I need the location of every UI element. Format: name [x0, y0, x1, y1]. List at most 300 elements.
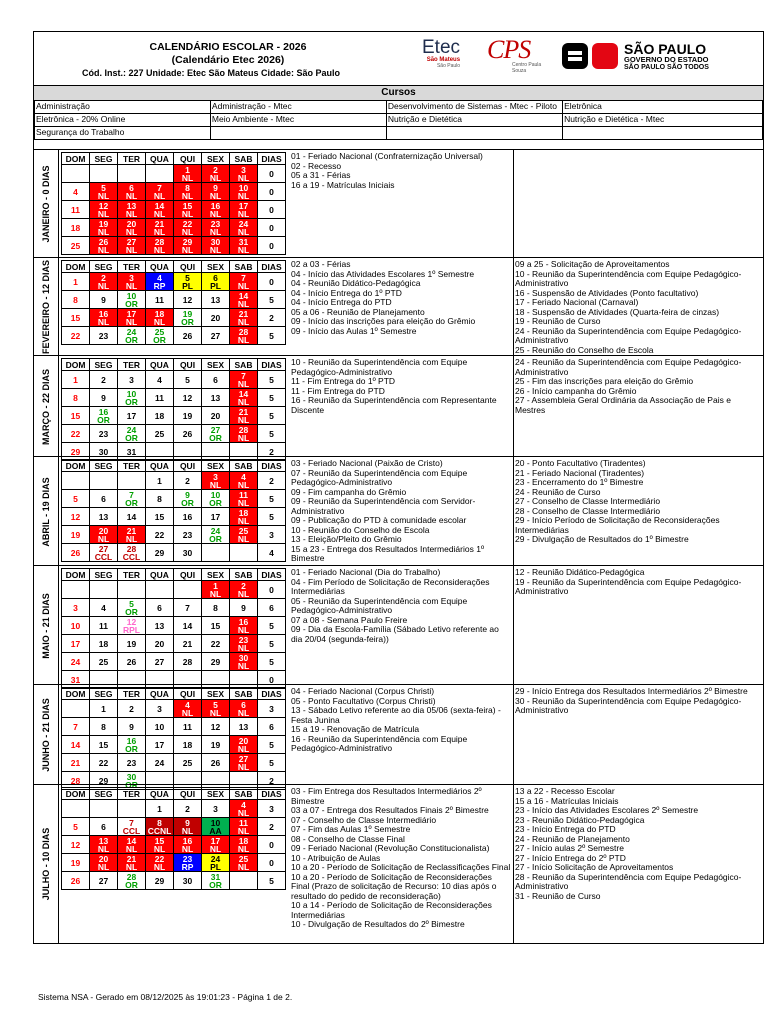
day-number: 19: [98, 218, 109, 229]
day-number: 25: [182, 757, 193, 768]
day-cell: [202, 273, 230, 291]
days-count-value: 5: [269, 620, 274, 631]
day-number: 1: [73, 276, 78, 287]
day-number: 6: [101, 821, 106, 832]
days-count-value: 5: [269, 511, 274, 522]
day-code: NL: [237, 624, 250, 635]
day-number: 27: [98, 543, 109, 554]
week-row: [62, 371, 286, 389]
weekday-header: QUI: [174, 261, 202, 273]
day-code: NL: [209, 190, 222, 201]
day-number: 8: [157, 493, 162, 504]
weekday-header: SEG: [90, 460, 118, 472]
day-number: 18: [238, 835, 249, 846]
day-cell: [90, 219, 118, 237]
day-code: PL: [210, 861, 221, 872]
day-code: NL: [97, 861, 110, 872]
day-number: 16: [98, 406, 109, 417]
day-number: 18: [154, 410, 165, 421]
week-row: [62, 183, 286, 201]
day-cell: [90, 508, 118, 526]
cursos-header: Cursos: [34, 85, 763, 101]
day-number: 15: [154, 835, 165, 846]
month-calendar: [61, 787, 286, 890]
day-code: NL: [237, 396, 250, 407]
month-label: [34, 685, 59, 785]
day-number: 24: [70, 656, 81, 667]
day-number: 17: [154, 739, 165, 750]
day-number: 16: [126, 735, 137, 746]
day-cell: [118, 219, 146, 237]
day-number: 17: [70, 638, 81, 649]
event-item: 04 - Início Entrega do 1º PTD: [291, 287, 402, 298]
month-calendar: [61, 459, 286, 562]
cursos-row: [35, 127, 763, 140]
day-number: 1: [101, 703, 106, 714]
day-cell: [174, 389, 202, 407]
weekday-header: DOM: [62, 261, 90, 273]
day-cell: [90, 599, 118, 617]
days-count-value: 0: [269, 857, 274, 868]
curso-cell: Eletrônica: [563, 101, 763, 114]
day-cell: [202, 581, 230, 599]
day-cell: [146, 544, 174, 562]
event-item: 26 - Início campanha do Grêmio: [515, 385, 637, 396]
days-count-value: 0: [269, 839, 274, 850]
day-code: OR: [181, 316, 194, 327]
day-cell: [202, 544, 230, 562]
day-number: 30: [182, 875, 193, 886]
weekday-header: DIAS: [258, 569, 286, 581]
day-number: 5: [101, 182, 106, 193]
weekday-header: DOM: [62, 460, 90, 472]
day-cell: [202, 718, 230, 736]
day-number: 2: [129, 703, 134, 714]
day-number: 2: [241, 580, 246, 591]
weekday-header: DIAS: [258, 261, 286, 273]
day-cell: [230, 818, 258, 836]
day-cell: [174, 754, 202, 772]
month-calendar: [61, 358, 286, 461]
week-row: [62, 854, 286, 872]
day-code: NL: [209, 244, 222, 255]
day-cell: [118, 736, 146, 754]
event-item: 09 a 25 - Solicitação de Aproveitamentos: [515, 259, 670, 269]
day-cell: [202, 508, 230, 526]
month-calendar: [61, 260, 286, 345]
day-number: 22: [210, 638, 221, 649]
weekday-header: TER: [118, 688, 146, 700]
day-cell: [146, 389, 174, 407]
day-cell: [174, 581, 202, 599]
day-number: 4: [157, 272, 162, 283]
day-cell: [146, 291, 174, 309]
event-item: 24 - Reunião de Curso: [515, 486, 601, 497]
day-code: NL: [237, 190, 250, 201]
day-number: 14: [70, 739, 81, 750]
day-code: NL: [181, 843, 194, 854]
day-number: 23: [210, 218, 221, 229]
days-count-value: 6: [269, 721, 274, 732]
day-number: 27: [126, 236, 137, 247]
sp-mark-icon: [562, 41, 622, 71]
day-code: NL: [181, 707, 194, 718]
day-number: 29: [154, 547, 165, 558]
day-number: 30: [210, 236, 221, 247]
week-row: [62, 389, 286, 407]
day-number: 28: [238, 424, 249, 435]
day-number: 3: [213, 471, 218, 482]
day-code: OR: [125, 497, 138, 508]
calendar-frame: [33, 31, 764, 944]
day-number: 25: [154, 428, 165, 439]
day-number: 1: [73, 374, 78, 385]
day-number: 19: [126, 638, 137, 649]
weekday-header: SAB: [230, 788, 258, 800]
events-divider: [513, 785, 514, 943]
event-item: 09 - Feriado Nacional (Revolução Constitucionalista): [291, 843, 490, 853]
weekday-header: DOM: [62, 359, 90, 371]
week-row: [62, 273, 286, 291]
event-item: 05 - Ponto Facultativo (Corpus Christi): [291, 695, 436, 706]
day-cell: [202, 371, 230, 389]
event-item: 07 a 08 - Semana Paulo Freire: [291, 614, 408, 625]
weekday-header: QUA: [146, 569, 174, 581]
day-code: NL: [237, 226, 250, 237]
day-code: NL: [237, 298, 250, 309]
day-number: 8: [157, 817, 162, 828]
day-number: 16: [210, 200, 221, 211]
day-cell: [174, 201, 202, 219]
day-number: 14: [238, 388, 249, 399]
day-cell: [174, 273, 202, 291]
week-row: [62, 165, 286, 183]
day-cell: [174, 617, 202, 635]
weekday-header: QUA: [146, 153, 174, 165]
week-days-count: [258, 544, 286, 562]
day-number: 24: [154, 757, 165, 768]
events-column-1: [291, 459, 512, 564]
day-cell: [90, 872, 118, 890]
events-column-1: [291, 358, 512, 415]
weekday-header: SEG: [90, 569, 118, 581]
page-title: CALENDÁRIO ESCOLAR - 2026: [149, 41, 307, 53]
day-cell: [230, 581, 258, 599]
day-number: 11: [183, 721, 192, 732]
week-days-count: [258, 201, 286, 219]
day-number: 30: [126, 771, 137, 782]
day-code: NL: [237, 414, 250, 425]
day-code: NL: [237, 479, 250, 490]
day-number: 11: [155, 294, 164, 305]
event-item: 15 a 19 - Renovação de Matrícula: [291, 724, 420, 734]
event-item: 11 - Fim Entrega do PTD: [291, 385, 385, 396]
event-item: 02 a 03 - Férias: [291, 259, 351, 269]
day-cell: [174, 237, 202, 255]
day-number: 15: [70, 312, 81, 323]
days-count-value: 5: [269, 493, 274, 504]
event-item: 29 - Início Entrega dos Resultados Intermediários 2º Bimestre: [515, 686, 748, 696]
day-cell: [90, 407, 118, 425]
event-item: 15 a 16 - Matrículas Iniciais: [515, 795, 619, 806]
day-number: 4: [241, 799, 246, 810]
day-cell: [118, 273, 146, 291]
day-number: 13: [238, 721, 249, 732]
day-number: 18: [182, 739, 193, 750]
days-count-value: 5: [269, 330, 274, 341]
weekday-header: SAB: [230, 153, 258, 165]
day-code: OR: [125, 743, 138, 754]
days-count-value: 0: [269, 168, 274, 179]
day-cell: [90, 309, 118, 327]
day-cell: [62, 309, 90, 327]
day-code: NL: [181, 226, 194, 237]
day-number: 10: [126, 388, 137, 399]
week-days-count: [258, 309, 286, 327]
day-cell: [202, 635, 230, 653]
day-number: 29: [154, 875, 165, 886]
day-number: 15: [182, 200, 193, 211]
day-code: OR: [153, 334, 166, 345]
day-cell: [230, 718, 258, 736]
day-number: 21: [182, 638, 193, 649]
month-block: [34, 784, 763, 943]
event-item: 01 - Feriado Nacional (Dia do Trabalho): [291, 567, 441, 577]
day-cell: [90, 854, 118, 872]
week-days-count: [258, 700, 286, 718]
event-item: 04 - Início das Atividades Escolares 1º Semestre: [291, 268, 475, 279]
event-item: 31 - Reunião de Curso: [515, 890, 601, 901]
day-number: 5: [185, 272, 190, 283]
day-number: 13: [210, 392, 221, 403]
week-days-count: [258, 526, 286, 544]
day-number: 22: [154, 529, 165, 540]
day-cell: [174, 800, 202, 818]
day-code: RP: [181, 861, 194, 872]
day-cell: [202, 854, 230, 872]
day-cell: [118, 635, 146, 653]
day-number: 23: [98, 428, 109, 439]
weekday-header: DOM: [62, 788, 90, 800]
weekday-header: TER: [118, 460, 146, 472]
day-cell: [230, 800, 258, 818]
day-cell: [174, 490, 202, 508]
events-column-2: [515, 260, 761, 355]
day-code: NL: [97, 208, 110, 219]
days-count-value: 5: [269, 428, 274, 439]
event-item: 05 a 31 - Férias: [291, 170, 351, 180]
event-item: 28 - Conselho de Classe Intermediário: [515, 505, 661, 516]
week-row: [62, 508, 286, 526]
day-number: 28: [126, 871, 137, 882]
day-number: 7: [73, 721, 78, 732]
day-number: 7: [241, 272, 246, 283]
day-number: 21: [238, 308, 249, 319]
day-cell: [118, 544, 146, 562]
day-cell: [118, 700, 146, 718]
day-cell: [230, 309, 258, 327]
day-cell: [118, 836, 146, 854]
month-calendar: [61, 152, 286, 255]
day-cell: [174, 700, 202, 718]
day-number: 9: [129, 721, 134, 732]
day-number: 25: [98, 656, 109, 667]
day-number: 26: [70, 547, 81, 558]
week-row: [62, 219, 286, 237]
weekday-header: SAB: [230, 460, 258, 472]
day-code: NL: [209, 588, 222, 599]
day-cell: [202, 327, 230, 345]
day-number: 7: [129, 817, 134, 828]
curso-cell: Nutrição e Dietética - Mtec: [563, 114, 763, 127]
events-column-1: [291, 687, 512, 754]
event-item: 09 - Fim campanha do Grêmio: [291, 486, 407, 497]
day-number: 22: [70, 330, 81, 341]
day-number: 19: [70, 529, 81, 540]
day-cell: [62, 183, 90, 201]
day-cell: [146, 201, 174, 219]
day-number: 8: [213, 602, 218, 613]
month-block: [34, 149, 763, 258]
day-code: NL: [237, 642, 250, 653]
event-item: 07 - Fim das Aulas 1º Semestre: [291, 824, 411, 834]
day-cell: [174, 836, 202, 854]
week-row: [62, 309, 286, 327]
day-number: 6: [157, 602, 162, 613]
day-cell: [174, 219, 202, 237]
day-number: 29: [98, 775, 109, 786]
week-row: [62, 653, 286, 671]
day-number: 18: [70, 222, 81, 233]
weekday-header: SAB: [230, 569, 258, 581]
week-days-count: [258, 219, 286, 237]
week-days-count: [258, 800, 286, 818]
day-cell: [146, 237, 174, 255]
month-label: [34, 785, 59, 943]
event-item: 27 - Início Solicitação de Aproveitamentos: [515, 862, 674, 872]
day-cell: [202, 653, 230, 671]
events-column-2: [515, 568, 761, 597]
day-number: 13: [126, 200, 137, 211]
event-item: 17 - Feriado Nacional (Carnaval): [515, 297, 639, 307]
day-cell: [174, 653, 202, 671]
day-code: NL: [237, 432, 250, 443]
weekday-header: QUI: [174, 788, 202, 800]
day-cell: [62, 836, 90, 854]
day-number: 4: [157, 374, 162, 385]
event-item: 28 - Reunião da Superintendência com Equipe Pedagógico-Administrativo: [515, 871, 742, 891]
days-count-value: 0: [269, 674, 274, 685]
day-cell: [174, 472, 202, 490]
day-number: 6: [129, 182, 134, 193]
event-item: 15 a 23 - Entrega dos Resultados Intermediários 1º Bimestre: [291, 543, 485, 563]
day-code: NL: [209, 208, 222, 219]
weekday-header: SAB: [230, 359, 258, 371]
day-code: NL: [181, 208, 194, 219]
weekday-header: DOM: [62, 688, 90, 700]
day-code: OR: [209, 879, 222, 890]
week-row: [62, 736, 286, 754]
day-code: NL: [181, 825, 194, 836]
day-number: 1: [157, 475, 162, 486]
events-column-1: [291, 152, 512, 190]
days-count-value: 5: [269, 294, 274, 305]
day-cell: [174, 291, 202, 309]
day-code: OR: [125, 298, 138, 309]
event-item: 10 - Reunião do Conselho de Escola: [291, 524, 430, 535]
day-number: 5: [185, 374, 190, 385]
day-code: NL: [209, 843, 222, 854]
day-code: PL: [182, 280, 193, 291]
day-cell: [90, 617, 118, 635]
day-cell: [146, 854, 174, 872]
month-label: [34, 566, 59, 685]
day-cell: [62, 201, 90, 219]
day-code: NL: [153, 208, 166, 219]
day-cell: [230, 653, 258, 671]
day-cell: [230, 544, 258, 562]
day-number: 2: [101, 272, 106, 283]
day-number: 22: [182, 218, 193, 229]
weekday-header: DIAS: [258, 359, 286, 371]
event-item: 02 - Recesso: [291, 160, 342, 171]
event-item: 04 - Início Entrega do PTD: [291, 297, 392, 307]
curso-cell: Nutrição e Dietética: [386, 114, 562, 127]
day-cell: [146, 653, 174, 671]
day-number: 26: [126, 656, 137, 667]
day-number: 17: [210, 835, 221, 846]
day-cell: [146, 508, 174, 526]
day-number: 29: [182, 236, 193, 247]
day-number: 9: [185, 489, 190, 500]
day-cell: [202, 599, 230, 617]
day-code: NL: [209, 479, 222, 490]
events-column-2: [515, 459, 761, 545]
day-code: NL: [125, 244, 138, 255]
week-days-count: [258, 872, 286, 890]
day-cell: [118, 754, 146, 772]
curso-cell: [210, 127, 386, 140]
day-number: 8: [73, 294, 78, 305]
day-code: NL: [97, 280, 110, 291]
week-days-count: [258, 425, 286, 443]
days-count-value: 2: [269, 446, 274, 457]
week-days-count: [258, 836, 286, 854]
events-divider: [513, 356, 514, 457]
weekday-header: DOM: [62, 153, 90, 165]
day-cell: [118, 872, 146, 890]
weekday-header: TER: [118, 569, 146, 581]
day-cell: [230, 617, 258, 635]
day-number: 9: [213, 182, 218, 193]
day-code: OR: [209, 497, 222, 508]
week-row: [62, 544, 286, 562]
week-days-count: [258, 599, 286, 617]
days-count-value: 5: [269, 875, 274, 886]
day-cell: [202, 201, 230, 219]
event-item: 13 a 22 - Recesso Escolar: [515, 786, 615, 796]
weekday-header: QUA: [146, 261, 174, 273]
day-number: 30: [182, 547, 193, 558]
day-cell: [118, 718, 146, 736]
day-cell: [174, 872, 202, 890]
day-cell: [90, 201, 118, 219]
day-cell: [202, 183, 230, 201]
day-number: 31: [210, 871, 221, 882]
week-days-count: [258, 635, 286, 653]
day-number: 27: [238, 753, 249, 764]
week-days-count: [258, 754, 286, 772]
